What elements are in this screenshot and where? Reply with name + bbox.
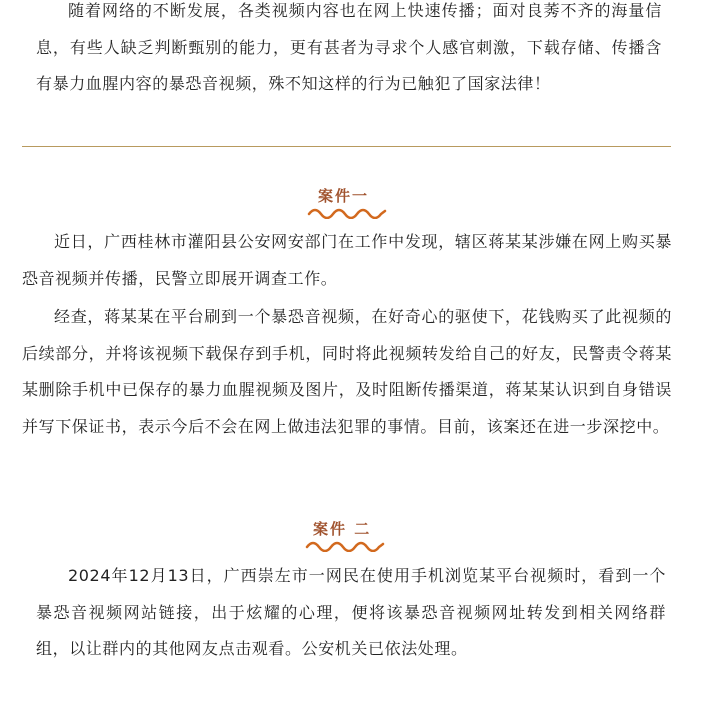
case-one-paragraph-1: 近日，广西桂林市灌阳县公安网安部门在工作中发现，辖区蒋某某涉嫌在网上购买暴恐音视频并传播，民警立即展开调查工作。 — [22, 232, 672, 288]
case-two-paragraph-1: 2024年12月13日，广西崇左市一网民在使用手机浏览某平台视频时，看到一个暴恐音视频网站链接，出于炫耀的心理，便将该暴恐音视频网址转发到相关网络群组，以让群内的其他网友点击观看。公安机关已依法处理。 — [36, 566, 666, 658]
case-two-title: 案件 二 — [313, 520, 372, 538]
case-one-title: 案件一 — [318, 187, 370, 205]
wave-decoration-icon — [305, 538, 385, 552]
wave-decoration-icon — [307, 205, 387, 219]
intro-paragraph: 随着网络的不断发展，各类视频内容也在网上快速传播；面对良莠不齐的海量信息，有些人缺乏判断甄别的能力，更有甚者为寻求个人感官刺激，下载存储、传播含有暴力血腥内容的暴恐音视频，殊不知这样的行为已触犯了国家法律！ — [36, 1, 662, 93]
section-divider — [22, 146, 671, 147]
case-one-paragraph-2: 经查，蒋某某在平台刷到一个暴恐音视频，在好奇心的驱使下，花钱购买了此视频的后续部分，并将该视频下载保存到手机，同时将此视频转发给自己的好友，民警责令蒋某某删除手机中已保存的暴力血腥视频及图片，及时阻断传播渠道，蒋某某认识到自身错误并写下保证书，表示今后不会在网上做违法犯罪的事情。目前，该案还在进一步深挖中。 — [22, 307, 672, 436]
